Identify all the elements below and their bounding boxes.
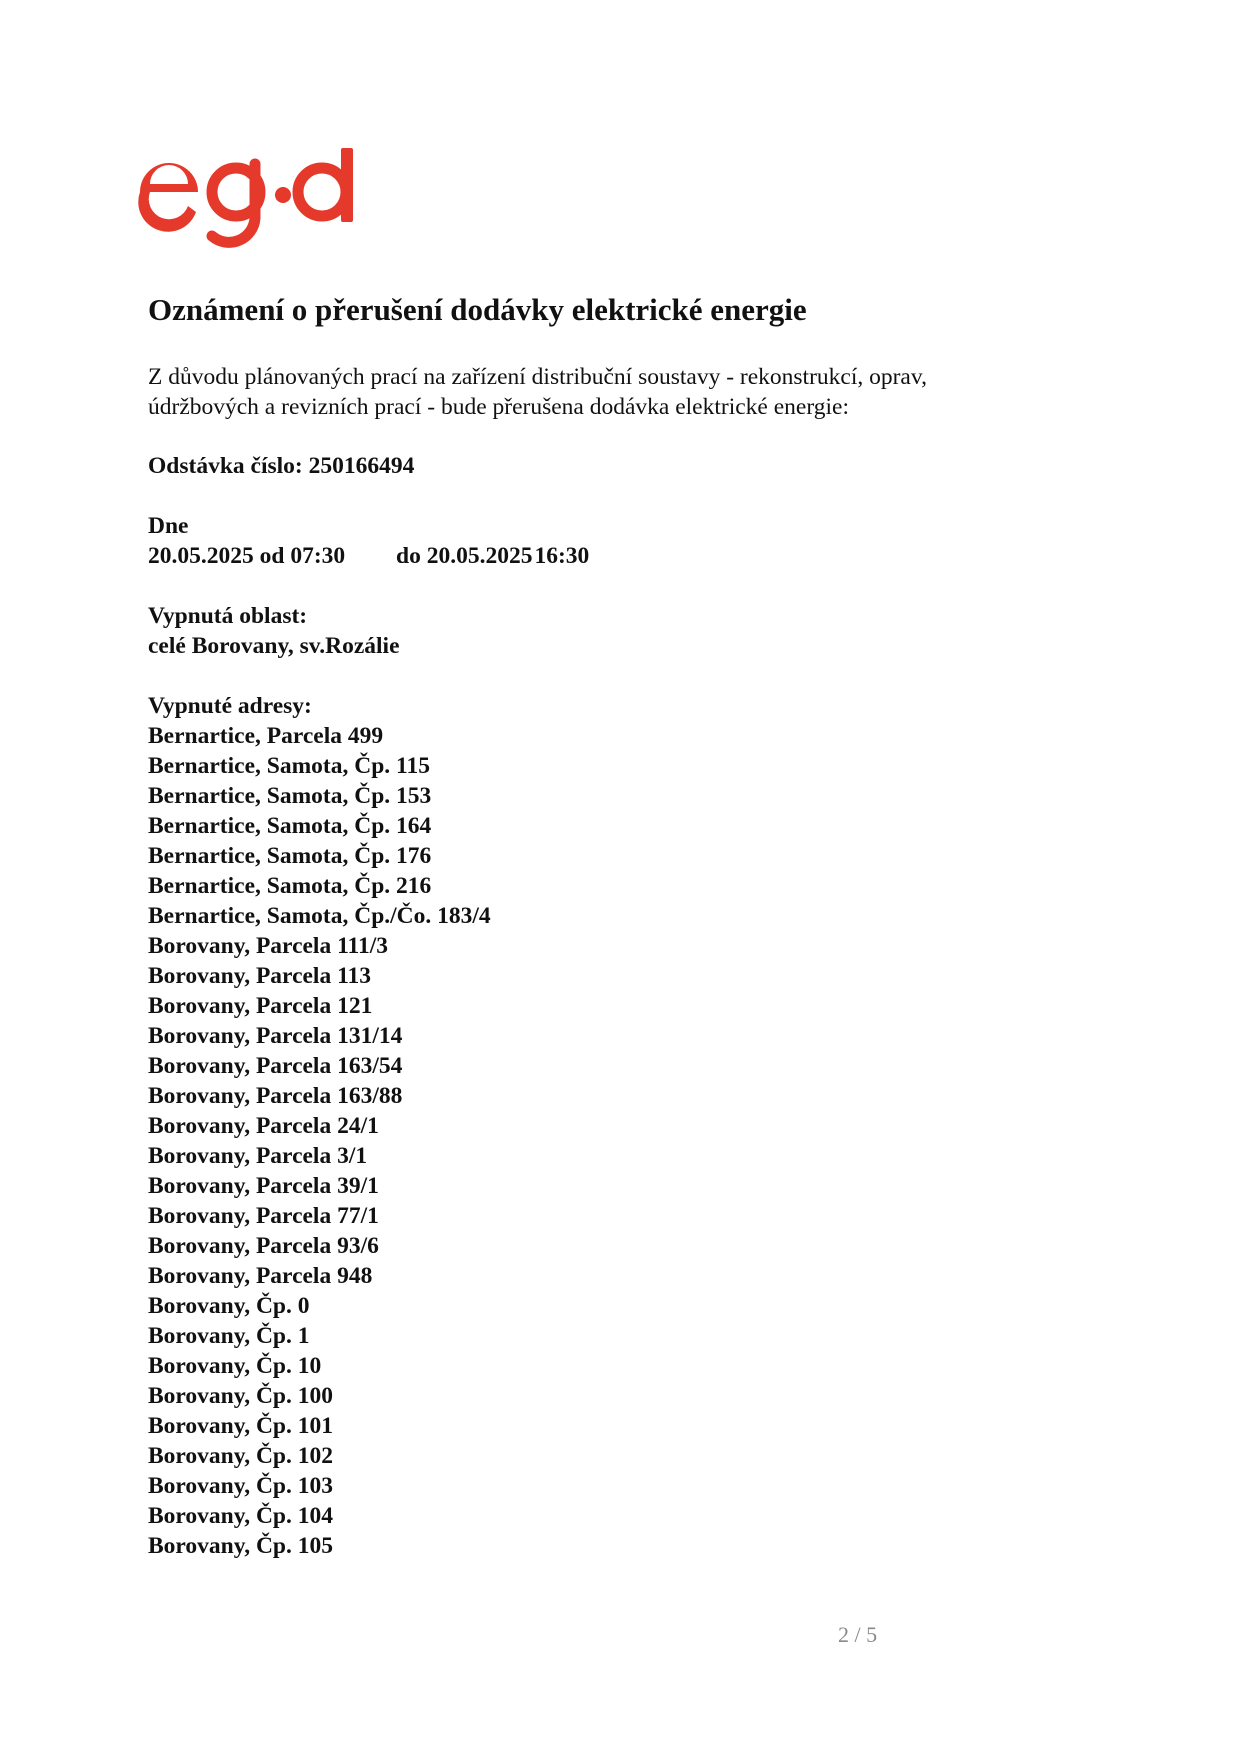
address-item: Borovany, Parcela 39/1 — [148, 1173, 379, 1199]
address-list — [148, 721, 491, 1561]
intro-line: údržbových a revizních prací - bude přerušena dodávka elektrické energie: — [148, 394, 849, 420]
egd-logo — [134, 148, 358, 252]
address-item: Borovany, Čp. 103 — [148, 1473, 333, 1499]
address-item: Borovany, Parcela 948 — [148, 1263, 373, 1289]
address-item: Borovany, Parcela 163/88 — [148, 1083, 403, 1109]
date-from: 20.05.2025 od 07:30 — [148, 543, 346, 569]
address-item: Borovany, Parcela 24/1 — [148, 1113, 379, 1139]
address-item: Borovany, Čp. 102 — [148, 1443, 333, 1469]
addresses-label: Vypnuté adresy: — [148, 693, 312, 719]
date-to-date: do 20.05.2025 — [396, 543, 533, 569]
address-item: Borovany, Parcela 93/6 — [148, 1233, 379, 1259]
address-item: Borovany, Čp. 100 — [148, 1383, 333, 1409]
address-item: Bernartice, Samota, Čp. 153 — [148, 783, 432, 809]
date-range — [148, 541, 589, 571]
intro-line: Z důvodu plánovaných prací na zařízení distribuční soustavy - rekonstrukcí, oprav, — [148, 364, 927, 390]
address-item: Bernartice, Samota, Čp. 216 — [148, 873, 432, 899]
area-label: Vypnutá oblast: — [148, 603, 308, 629]
address-item: Borovany, Parcela 3/1 — [148, 1143, 368, 1169]
area-section — [148, 601, 400, 661]
address-item: Borovany, Parcela 111/3 — [148, 933, 389, 959]
address-item: Borovany, Čp. 105 — [148, 1533, 333, 1559]
address-item: Borovany, Parcela 113 — [148, 963, 372, 989]
address-item: Bernartice, Parcela 499 — [148, 723, 384, 749]
address-item: Borovany, Čp. 1 — [148, 1323, 310, 1349]
area-value: celé Borovany, sv.Rozálie — [148, 633, 400, 659]
address-item: Bernartice, Samota, Čp./Čo. 183/4 — [148, 903, 491, 929]
intro-paragraph — [148, 362, 1048, 422]
egd-logo-graphic — [134, 148, 358, 252]
addresses-section — [148, 691, 491, 1561]
address-item: Borovany, Čp. 101 — [148, 1413, 333, 1439]
date-label: Dne — [148, 513, 189, 539]
address-item: Bernartice, Samota, Čp. 164 — [148, 813, 432, 839]
address-item: Borovany, Čp. 0 — [148, 1293, 310, 1319]
address-item: Borovany, Parcela 121 — [148, 993, 373, 1019]
document-title: Oznámení o přerušení dodávky elektrické energie — [148, 292, 807, 327]
address-item: Bernartice, Samota, Čp. 115 — [148, 753, 430, 779]
address-item: Borovany, Parcela 77/1 — [148, 1203, 379, 1229]
date-section — [148, 511, 589, 571]
address-item: Borovany, Parcela 163/54 — [148, 1053, 403, 1079]
date-to-time: 16:30 — [534, 543, 590, 569]
address-item: Bernartice, Samota, Čp. 176 — [148, 843, 432, 869]
page-number: 2 / 5 — [838, 1622, 878, 1647]
address-item: Borovany, Čp. 104 — [148, 1503, 333, 1529]
outage-number: Odstávka číslo: 250166494 — [148, 453, 415, 479]
address-item: Borovany, Parcela 131/14 — [148, 1023, 403, 1049]
address-item: Borovany, Čp. 10 — [148, 1353, 322, 1379]
